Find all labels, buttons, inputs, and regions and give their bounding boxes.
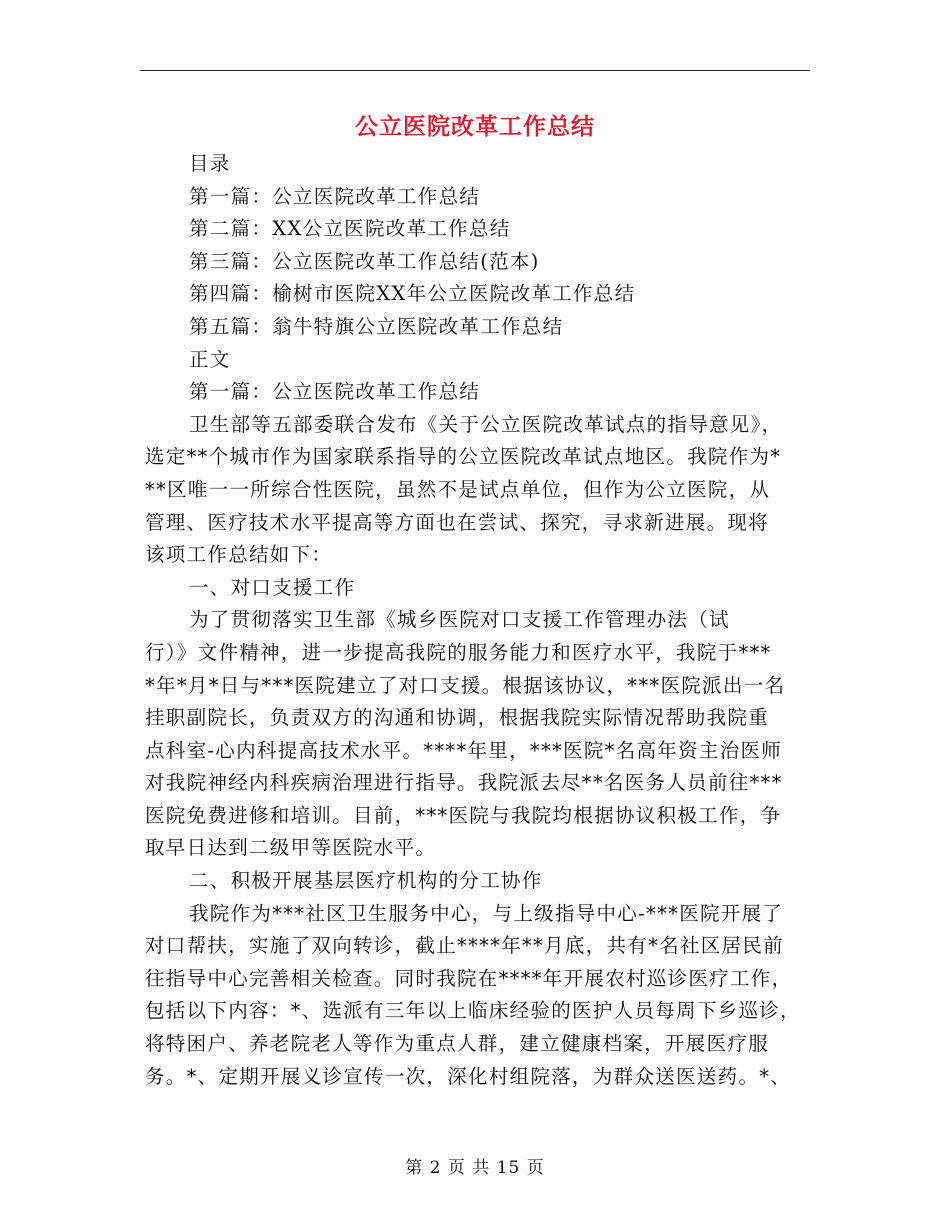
body-line: 正文 (189, 347, 231, 371)
body-line: 包括以下内容：*、选派有三年以上临床经验的医护人员每周下乡巡诊， (145, 999, 801, 1023)
body-line: 将特困户、养老院老人等作为重点人群，建立健康档案，开展医疗服 (145, 1032, 770, 1056)
body-line: 第五篇：翁牛特旗公立医院改革工作总结 (189, 314, 564, 338)
document-body (145, 148, 817, 1093)
body-line: 一、对口支援工作 (189, 575, 356, 599)
body-line: 我院作为***社区卫生服务中心，与上级指导中心-***医院开展了 (189, 901, 784, 925)
body-line: 往指导中心完善相关检查。同时我院在****年开展农村巡诊医疗工作， (145, 966, 793, 990)
body-line: 第三篇：公立医院改革工作总结(范本) (189, 249, 540, 273)
body-line: 点科室-心内科提高技术水平。****年里，***医院*名高年资主治医师 (145, 738, 783, 762)
page-footer: 第 2 页 共 15 页 (405, 1158, 545, 1178)
body-line: 卫生部等五部委联合发布《关于公立医院改革试点的指导意见》， (189, 412, 783, 436)
body-line: *年*月*日与***医院建立了对口支援。根据该协议，***医院派出一名 (145, 673, 786, 697)
document-title: 公立医院改革工作总结 (355, 114, 595, 140)
body-line: 第一篇：公立医院改革工作总结 (189, 380, 481, 404)
body-line: 取早日达到二级甲等医院水平。 (145, 836, 437, 860)
body-line: 对口帮扶，实施了双向转诊，截止****年**月底，共有*名社区居民前 (145, 934, 784, 958)
body-line: 第一篇：公立医院改革工作总结 (189, 184, 481, 208)
body-line: 第二篇：XX公立医院改革工作总结 (189, 217, 511, 241)
body-line: 管理、医疗技术水平提高等方面也在尝试、探究，寻求新进展。现将 (145, 510, 770, 534)
body-line: 对我院神经内科疾病治理进行指导。我院派去尽**名医务人员前往*** (145, 771, 783, 795)
body-line: 挂职副院长，负责双方的沟通和协调，根据我院实际情况帮助我院重 (145, 706, 770, 730)
body-line: 务。*、定期开展义诊宣传一次，深化村组院落，为群众送医送药。*、 (145, 1064, 792, 1088)
body-line: 行）》文件精神，进一步提高我院的服务能力和医疗水平，我院于*** (145, 640, 772, 664)
body-line: 第四篇：榆树市医院XX年公立医院改革工作总结 (189, 282, 636, 306)
body-line: 选定**个城市作为国家联系指导的公立医院改革试点地区。我院作为* (145, 445, 782, 469)
body-line: 目录 (189, 152, 231, 175)
header-rule (140, 70, 810, 71)
body-line: 二、积极开展基层医疗机构的分工协作 (189, 869, 543, 893)
body-line: **区唯一一所综合性医院，虽然不是试点单位，但作为公立医院，从 (145, 477, 771, 501)
body-line: 医院免费进修和培训。目前，***医院与我院均根据协议积极工作，争 (145, 803, 782, 827)
body-line: 为了贯彻落实卫生部《城乡医院对口支援工作管理办法（试 (189, 608, 730, 632)
body-line: 该项工作总结如下： (145, 543, 333, 567)
